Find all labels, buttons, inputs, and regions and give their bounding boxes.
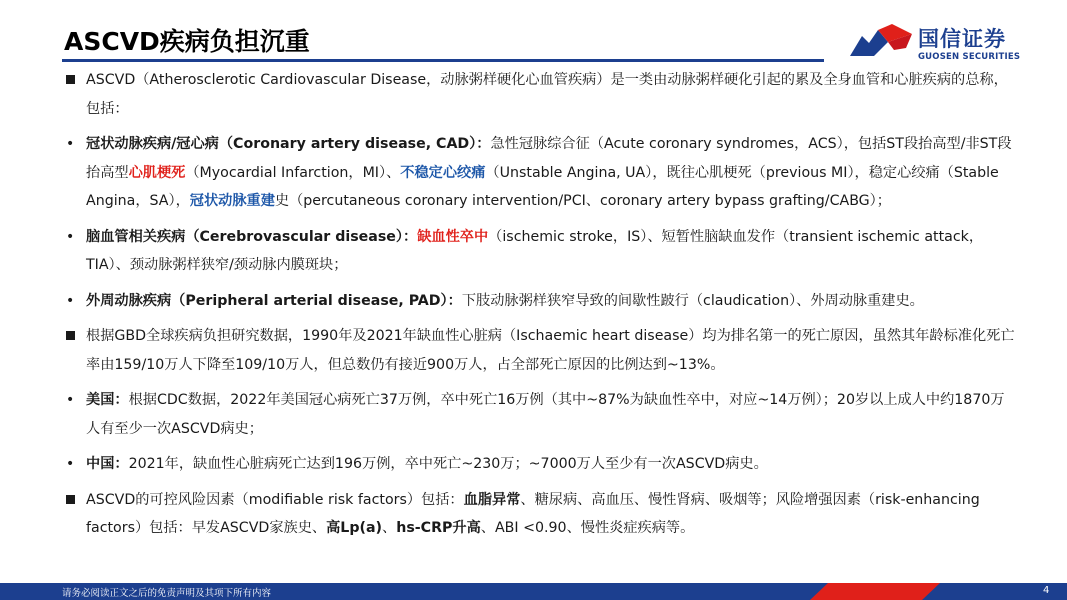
paragraph-text: 、 — [382, 520, 397, 536]
highlight-hscrp: hs-CRP升高 — [396, 520, 481, 536]
page-number: 4 — [1043, 585, 1050, 596]
dot-bullet-icon: • — [66, 292, 75, 309]
logo-name-cn: 国信证券 — [918, 27, 1006, 51]
paragraph-text: 、ABI <0.90、慢性炎症疾病等。 — [480, 520, 695, 536]
highlight-lpa: 高Lp(a) — [326, 520, 383, 536]
paragraph-text: 根据CDC数据，2022年美国冠心病死亡37万例，卒中死亡16万例（其中~87%为缺血性卒中，对应~14万例）；20岁以上成人中约1870万人有至少一次ASCVD病史； — [86, 392, 1005, 437]
disclaimer-note: 请务必阅读正文之后的免责声明及其项下所有内容 — [62, 588, 272, 599]
paragraph-text: ASCVD（Atherosclerotic Cardiovascular Disease，动脉粥样硬化心血管疾病）是一类由动脉粥样硬化引起的累及全身血管和心脏疾病的总称，包括： — [86, 72, 1008, 117]
paragraph-text: 根据GBD全球疾病负担研究数据，1990年及2021年缺血性心脏病（Ischaemic heart disease）均为排名第一的死亡原因，虽然其年龄标准化死亡率由159/10万人下降至109/10万人，但总数仍有接近900万人，占全部死亡原因的比例达到~13%。 — [86, 328, 1015, 373]
paragraph-text: （Unstable Angina, UA），既往心肌梗死（previous MI），稳定心绞痛（Stable Angina，SA）， — [86, 164, 999, 209]
company-logo — [848, 22, 1028, 64]
highlight-ua: 不稳定心绞痛 — [400, 164, 486, 181]
usa-heading: 美国： — [86, 392, 129, 408]
dot-bullet-icon: • — [66, 456, 75, 472]
paragraph-text: 急性冠脉综合征（Acute coronary syndromes，ACS），包括ST段抬高型/非ST段抬高型 — [86, 136, 1012, 181]
cerebrovascular-heading: 脑血管相关疾病（Cerebrovascular disease）： — [86, 228, 418, 245]
dot-bullet-icon: • — [66, 228, 75, 245]
bullet-pad — [66, 287, 1016, 316]
bullet-cad — [66, 130, 1016, 216]
bullet-china — [66, 450, 1016, 479]
paragraph-risk-factors — [66, 486, 1016, 543]
slide-body — [66, 66, 1016, 543]
paragraph-text: （ischemic stroke，IS）、短暂性脑缺血发作（transient ischemic attack，TIA）、颈动脉粥样狭窄/颈动脉内膜斑块； — [86, 228, 984, 273]
bullet-usa — [66, 386, 1016, 443]
highlight-revascularization: 冠状动脉重建 — [189, 193, 275, 209]
dot-bullet-icon: • — [66, 392, 75, 408]
china-heading: 中国： — [86, 456, 129, 472]
paragraph-text: 2021年，缺血性心脏病死亡达到196万例，卒中死亡~230万；~7000万人至少有一次ASCVD病史。 — [128, 456, 768, 472]
paragraph-ascvd-definition — [66, 66, 1016, 123]
page-title: ASCVD疾病负担沉重 — [64, 27, 310, 56]
paragraph-text: （Myocardial Infarction，MI）、 — [185, 164, 401, 181]
paragraph-gbd-data — [66, 322, 1016, 379]
cad-heading: 冠状动脉疾病/冠心病（Coronary artery disease, CAD）： — [86, 136, 491, 152]
pad-heading: 外周动脉疾病（Peripheral arterial disease, PAD）： — [86, 292, 462, 309]
paragraph-text: 、糖尿病、高血压、慢性肾病、吸烟等；风险增强因素（risk-enhancing factors）包括：早发ASCVD家族史、 — [86, 491, 980, 536]
paragraph-text: ASCVD的可控风险因素（modifiable risk factors）包括： — [86, 491, 464, 508]
highlight-mi: 心肌梗死 — [128, 164, 186, 181]
highlight-dyslipidemia: 血脂异常 — [463, 491, 521, 508]
footer-accent-icon — [810, 583, 1067, 600]
highlight-ischemic-stroke: 缺血性卒中 — [417, 228, 489, 245]
bullet-cerebrovascular — [66, 223, 1016, 280]
logo-name-en: GUOSEN SECURITIES — [918, 52, 1021, 62]
dot-bullet-icon: • — [66, 136, 75, 152]
title-underline — [62, 59, 824, 62]
guosen-logo-icon — [848, 22, 914, 62]
paragraph-text: 史（percutaneous coronary intervention/PCI、coronary artery bypass grafting/CABG）； — [274, 193, 891, 209]
paragraph-text: 下肢动脉粥样狭窄导致的间歇性跛行（claudication）、外周动脉重建史。 — [461, 292, 924, 309]
